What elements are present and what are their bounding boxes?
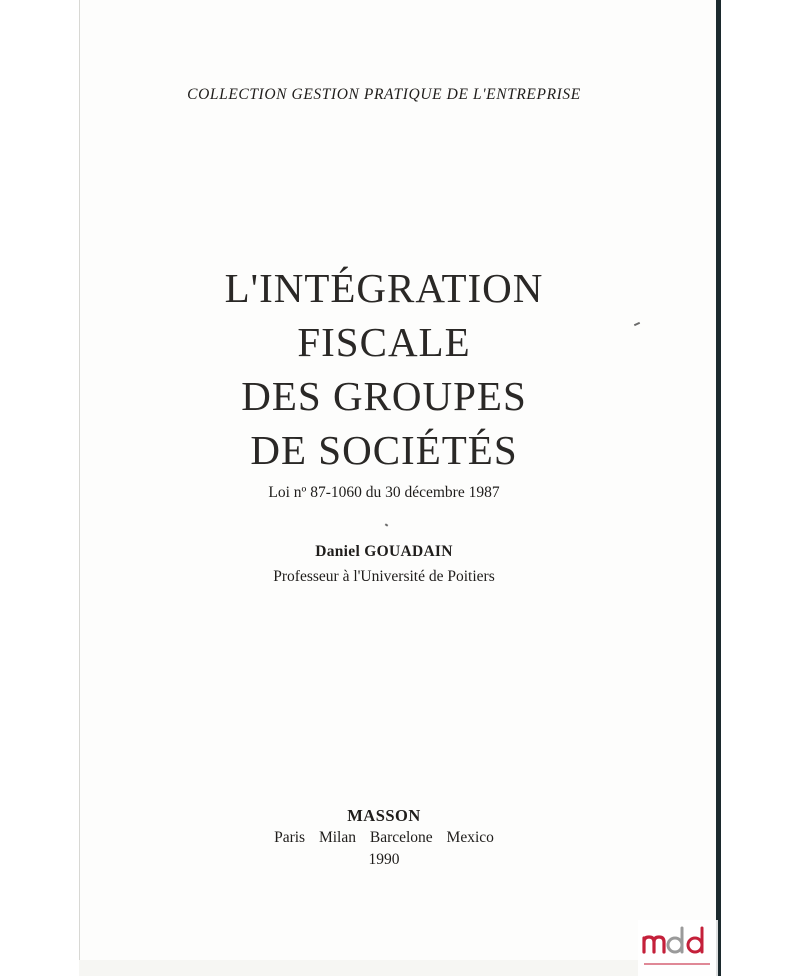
scan-margin-left (0, 0, 79, 976)
book-spine-edge (716, 0, 721, 976)
author-role: Professeur à l'Université de Poitiers (273, 568, 495, 585)
publication-year: 1990 (368, 851, 400, 868)
book-title (79, 261, 689, 477)
publisher-name: MASSON (347, 806, 421, 825)
author-name: Daniel GOUADAIN (315, 543, 453, 560)
title-line-1: L'INTÉGRATION (224, 265, 544, 311)
title-line-4: DE SOCIÉTÉS (250, 427, 518, 473)
mdd-logo (638, 920, 718, 976)
title-line-2: FISCALE (297, 319, 471, 365)
law-reference: Loi nº 87-1060 du 30 décembre 1987 (268, 484, 500, 501)
page-bottom-edge (79, 960, 716, 976)
publisher-cities: Paris Milan Barcelone Mexico (274, 829, 494, 846)
collection-name: COLLECTION GESTION PRATIQUE DE L'ENTREPRISE (187, 86, 581, 103)
title-line-3: DES GROUPES (241, 373, 527, 419)
